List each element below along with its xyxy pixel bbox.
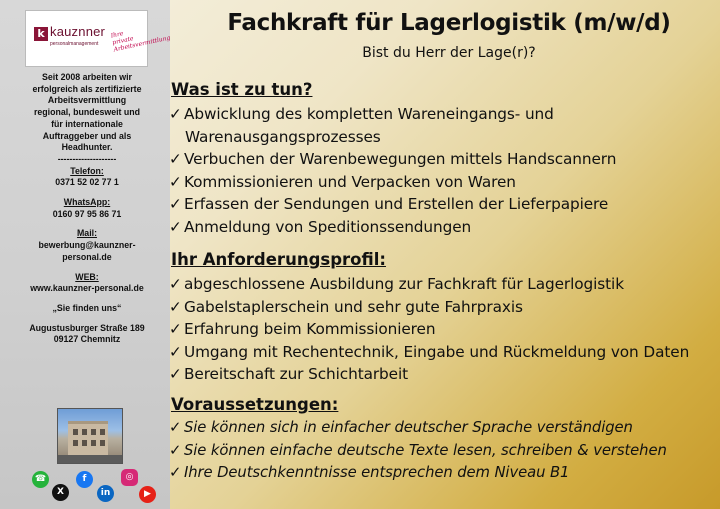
phone-number[interactable]: 0371 52 02 77 1 bbox=[55, 177, 119, 188]
check-icon: ✓ bbox=[169, 195, 182, 213]
job-title: Fachkraft für Lagerlogistik (m/w/d) bbox=[227, 10, 671, 36]
mail-label: Mail: bbox=[76, 228, 98, 239]
list-item: ✓ Erfassen der Sendungen und Erstellen der Lieferpapiere bbox=[169, 193, 616, 216]
mail-address[interactable]: bewerbung@kaunzner- bbox=[38, 240, 136, 251]
phone-label: Telefon: bbox=[70, 165, 104, 176]
whatsapp-label: WhatsApp: bbox=[63, 197, 111, 208]
check-icon: ✓ bbox=[169, 441, 182, 459]
list-item: ✓ Abwicklung des kompletten Wareneingangs- und Warenausgangsprozesses bbox=[169, 105, 554, 146]
check-icon: ✓ bbox=[169, 320, 182, 338]
contact-info bbox=[24, 72, 150, 346]
intro-line: erfolgreich als zertifizierte bbox=[32, 83, 142, 94]
list-item: ✓ Umgang mit Rechentechnik, Eingabe und Rückmeldung von Daten bbox=[169, 341, 689, 364]
intro-line: für internationale bbox=[51, 118, 123, 129]
check-icon: ✓ bbox=[169, 217, 182, 236]
check-icon: ✓ bbox=[169, 365, 182, 383]
company-logo[interactable] bbox=[25, 10, 172, 67]
check-icon: ✓ bbox=[169, 150, 182, 168]
list-item: ✓ Bereitschaft zur Schichtarbeit bbox=[169, 363, 689, 386]
list-item: ✓ Sie können einfache deutsche Texte lesen, schreiben & verstehen bbox=[169, 440, 667, 463]
job-subtitle: Bist du Herr der Lage(r)? bbox=[362, 45, 536, 61]
check-icon: ✓ bbox=[169, 172, 182, 191]
intro-line: Auftraggeber und als bbox=[42, 130, 132, 141]
intro-line: Arbeitsvermittlung bbox=[47, 95, 127, 106]
city-address: 09127 Chemnitz bbox=[53, 334, 121, 345]
street-address: Augustusburger Straße 189 bbox=[29, 322, 145, 333]
find-us-label: „Sie finden uns“ bbox=[52, 302, 122, 313]
requirements-heading: Voraussetzungen: bbox=[171, 395, 339, 414]
intro-line: regional, bundesweit und bbox=[33, 107, 141, 118]
list-item: ✓ Gabelstaplerschein und sehr gute Fahrpraxis bbox=[169, 296, 689, 319]
youtube-icon[interactable]: ▶ bbox=[139, 486, 156, 503]
check-icon: ✓ bbox=[169, 275, 182, 293]
web-link[interactable]: www.kaunzner-personal.de bbox=[30, 283, 144, 294]
intro-line: Seit 2008 arbeiten wir bbox=[42, 72, 132, 82]
check-icon: ✓ bbox=[169, 105, 182, 123]
logo-mark-icon: k bbox=[34, 27, 48, 41]
list-item: ✓ Erfahrung beim Kommissionieren bbox=[169, 318, 689, 341]
check-icon: ✓ bbox=[169, 464, 182, 481]
linkedin-icon[interactable]: in bbox=[97, 485, 114, 502]
list-item: ✓ Verbuchen der Warenbewegungen mittels Handscannern bbox=[169, 148, 616, 171]
logo-subtitle: personalmanagement bbox=[50, 41, 99, 47]
requirements-list bbox=[169, 417, 667, 485]
list-item: ✓ Ihre Deutschkenntnisse entsprechen dem Niveau B1 bbox=[169, 462, 667, 485]
instagram-icon[interactable]: ◎ bbox=[121, 469, 138, 486]
list-item: ✓ abgeschlossene Ausbildung zur Fachkraft für Lagerlogistik bbox=[169, 273, 689, 296]
logo-slogan: Ihre private Arbeitsvermittlung bbox=[110, 30, 172, 54]
check-icon: ✓ bbox=[169, 297, 182, 316]
facebook-icon[interactable]: f bbox=[76, 471, 93, 488]
whatsapp-icon[interactable]: ☎ bbox=[32, 471, 49, 488]
web-label: WEB: bbox=[75, 271, 99, 282]
logo-brand: kauznner bbox=[50, 24, 106, 39]
divider: -------------------- bbox=[57, 153, 117, 164]
list-item: ✓ Sie können sich in einfacher deutscher Sprache verständigen bbox=[169, 417, 667, 440]
x-icon[interactable]: X bbox=[52, 484, 69, 501]
list-item: ✓ Anmeldung von Speditionssendungen bbox=[169, 216, 616, 239]
whatsapp-number[interactable]: 0160 97 95 86 71 bbox=[52, 208, 122, 219]
mail-address-cont[interactable]: personal.de bbox=[62, 251, 112, 262]
profile-heading: Ihr Anforderungsprofil: bbox=[171, 250, 386, 269]
list-item: ✓ Kommissionieren und Verpacken von Waren bbox=[169, 171, 616, 194]
profile-list bbox=[169, 273, 689, 386]
intro-line: Headhunter. bbox=[61, 142, 113, 153]
tasks-list bbox=[169, 103, 616, 238]
check-icon: ✓ bbox=[169, 342, 182, 361]
office-building-photo bbox=[57, 408, 123, 464]
tasks-heading: Was ist zu tun? bbox=[171, 80, 313, 99]
sidebar bbox=[0, 0, 170, 509]
check-icon: ✓ bbox=[169, 419, 182, 436]
